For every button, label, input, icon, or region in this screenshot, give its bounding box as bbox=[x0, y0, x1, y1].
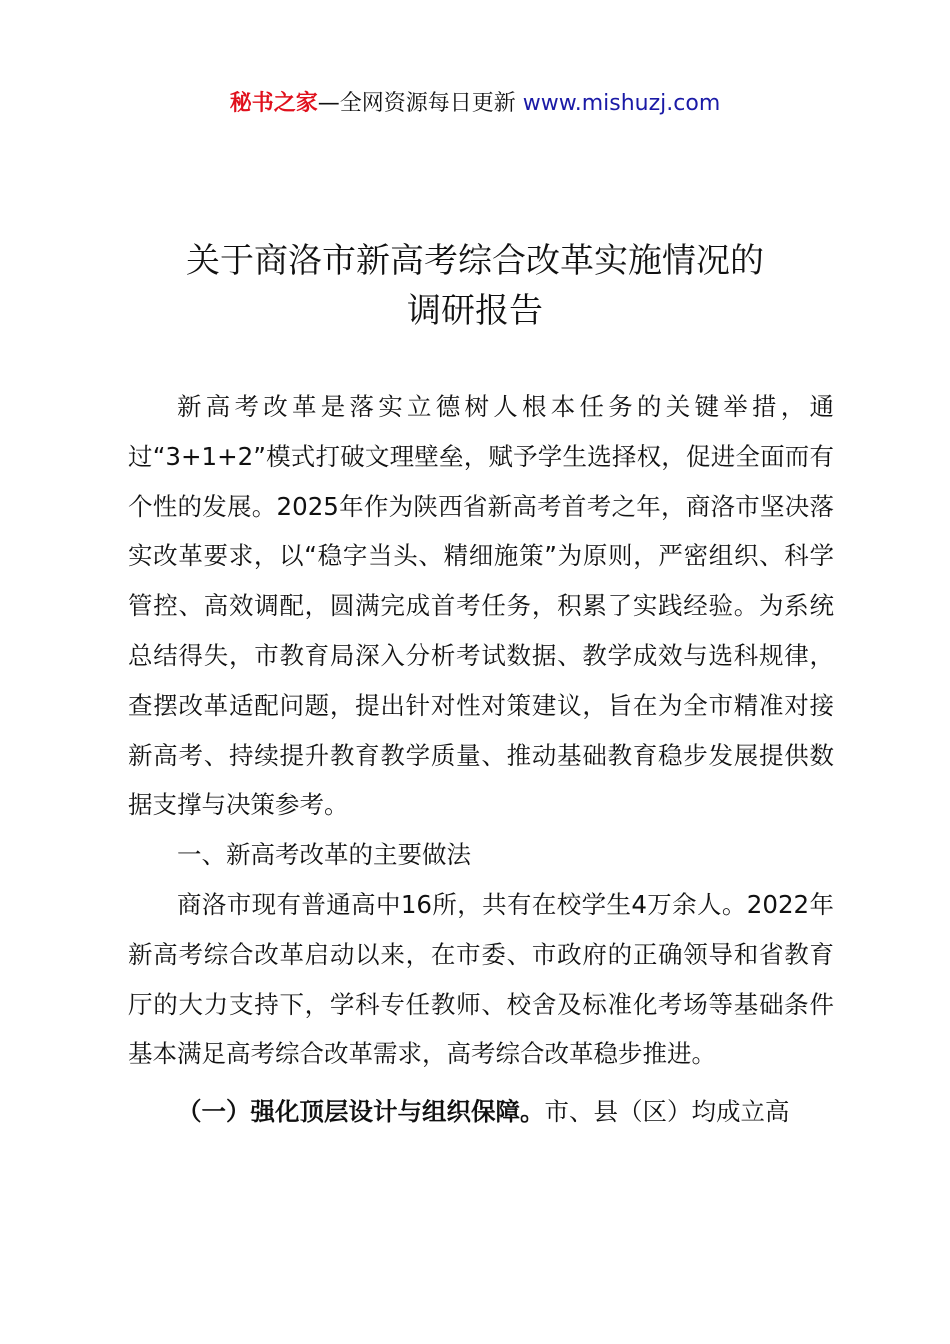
site-url-link[interactable]: www.mishuzj.com bbox=[522, 91, 721, 116]
subsection-text: 市、县（区）均成立高 bbox=[544, 1097, 790, 1127]
section-paragraph: 商洛市现有普通高中16所，共有在校学生4万余人。2022年新高考综合改革启动以来，在市委、市政府的正确领导和省教育厅的大力支持下，学科专任教师、校舍及标准化考场等基础条件基本满足高考综合改革需求，高考综合改革稳步推进。 bbox=[128, 889, 834, 1069]
subsection-heading: （一）强化顶层设计与组织保障。 bbox=[177, 1097, 545, 1127]
document-body bbox=[128, 382, 834, 1137]
title-line-1: 关于商洛市新高考综合改革实施情况的 bbox=[186, 241, 764, 281]
brand-name: 秘书之家 bbox=[229, 91, 318, 116]
intro-paragraph: 新高考改革是落实立德树人根本任务的关键举措，通过“3+1+2”模式打破文理壁垒，赋予学生选择权，促进全面而有个性的发展。2025年作为陕西省新高考首考之年，商洛市坚决落实改革要求，以“稳字当头、精细施策”为原则，严密组织、科学管控、高效调配，圆满完成首考任务，积累了实践经验。为系统总结得失，市教育局深入分析考试数据、教学成效与选科规律，查摆改革适配问题，提出针对性对策建议，旨在为全市精准对接新高考、持续提升教育教学质量、推动基础教育稳步发展提供数据支撑与决策参考。 bbox=[128, 392, 834, 820]
header-tagline: —全网资源每日更新 bbox=[317, 91, 516, 116]
subsection-paragraph bbox=[128, 1087, 834, 1137]
section-heading: 一、新高考改革的主要做法 bbox=[177, 840, 471, 870]
document-title bbox=[0, 236, 950, 336]
site-header bbox=[0, 89, 950, 119]
title-line-2: 调研报告 bbox=[407, 291, 543, 331]
